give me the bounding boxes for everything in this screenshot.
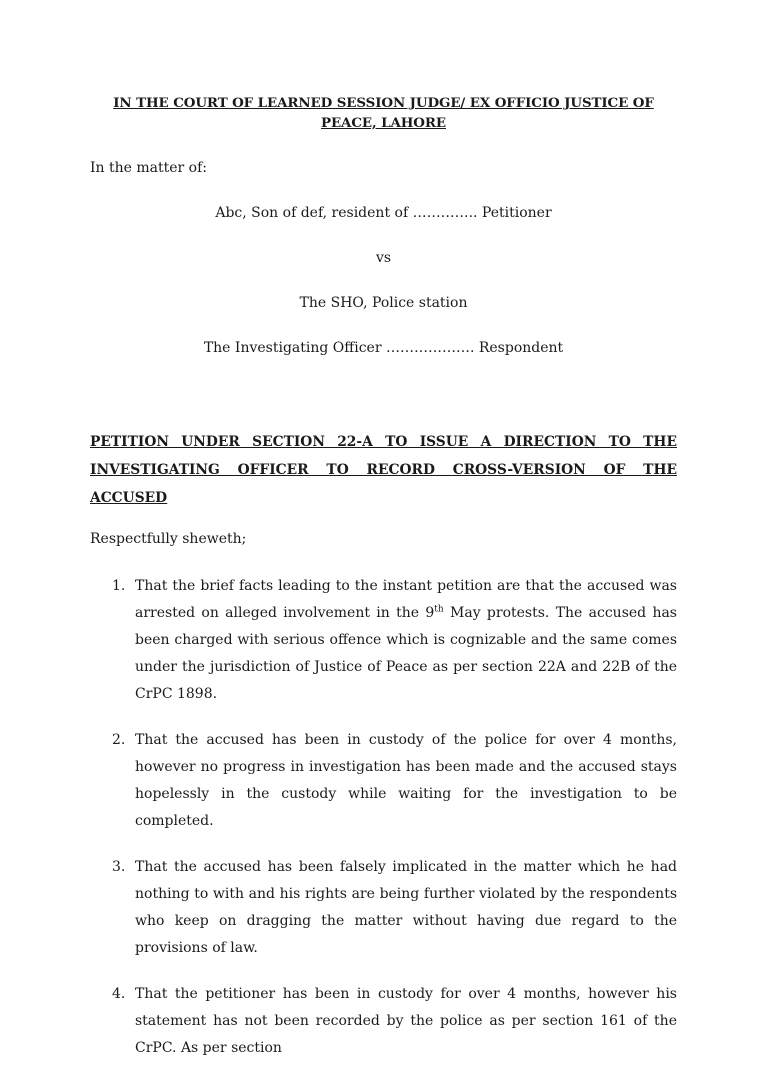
point-text: That the accused has been in custody of the police for over 4 months, however no progress in investigation has been made and the accused stays hopelessly in the custody while waiting for the investigation to be completed.: [135, 732, 677, 829]
ordinal-suffix: th: [434, 604, 444, 615]
list-item: [90, 727, 677, 835]
point-text: That the accused has been falsely implicated in the matter which he had nothing to with and his rights are being further violated by the respondents who keep on dragging the matter without having due regard to the provisions of law.: [135, 859, 677, 956]
list-item: [90, 981, 677, 1062]
document-body: [90, 93, 677, 1081]
list-item: [90, 854, 677, 962]
list-item: [90, 573, 677, 708]
point-number: 3.: [112, 859, 126, 875]
petition-points-list: [90, 573, 677, 1062]
point-text-part: May protests. The accused has been charged with serious offence which is cognizable and the same comes under the jurisdiction of Justice of Peace as per section 22A and 22B of the CrPC 1898.: [135, 605, 677, 702]
matter-intro: In the matter of:: [90, 160, 208, 176]
versus-label: vs: [375, 250, 392, 266]
point-text: That the petitioner has been in custody for over 4 months, however his statement has not been recorded by the police as per section 161 of the CrPC. As per section: [135, 986, 677, 1056]
petitioner-line: Abc, Son of def, resident of ………….. Petitioner: [215, 205, 552, 221]
point-number: 1.: [112, 578, 126, 594]
salutation: Respectfully sheweth;: [90, 531, 247, 547]
respondent-investigating-officer: The Investigating Officer ………………. Respondent: [203, 340, 564, 356]
point-number: 2.: [112, 732, 126, 748]
respondent-sho: The SHO, Police station: [299, 295, 468, 311]
petition-title: PETITION UNDER SECTION 22-A TO ISSUE A DIRECTION TO THE INVESTIGATING OFFICER TO RECORD CROSS-VERSION OF THE ACCUSED: [90, 434, 677, 506]
court-heading: IN THE COURT OF LEARNED SESSION JUDGE/ EX OFFICIO JUSTICE OF PEACE, LAHORE: [113, 95, 654, 131]
point-number: 4.: [112, 986, 126, 1002]
point-text-part: That the brief facts leading to the instant petition are that the accused was arrested on alleged involvement in the 9: [135, 578, 677, 621]
